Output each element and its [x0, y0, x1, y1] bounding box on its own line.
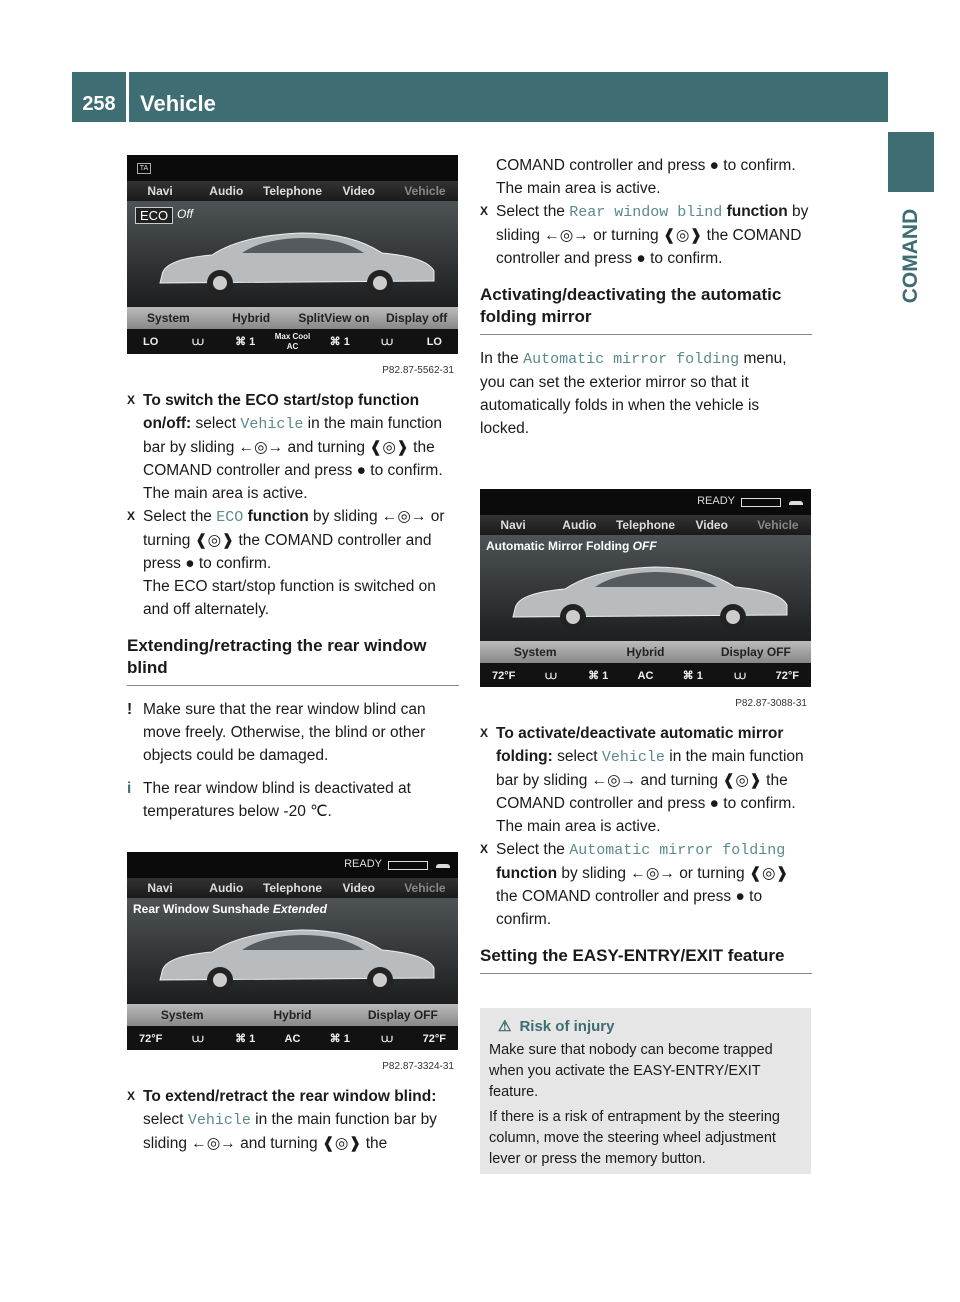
main-area: [127, 898, 458, 1004]
ta-icon: TA: [137, 163, 151, 174]
phone-icon: [789, 501, 803, 505]
page-title: Vehicle: [140, 91, 216, 116]
tab-navi[interactable]: Navi: [147, 881, 173, 895]
tab-vehicle[interactable]: Vehicle: [404, 184, 446, 198]
fan-icon: ⌘ 1: [329, 1033, 350, 1045]
tab-video[interactable]: Video: [342, 881, 375, 895]
triangle-arrow-icon: X: [127, 509, 136, 523]
menu-hybrid[interactable]: Hybrid: [232, 311, 271, 325]
section-heading: Extending/retracting the rear window blind: [127, 635, 459, 686]
temp-right: 72°F: [422, 1033, 446, 1045]
warning-body: [489, 1040, 803, 1170]
signal-icon: [741, 498, 781, 507]
airflow-icon: ⩊: [192, 336, 204, 348]
warning-paragraph: Make sure that nobody can become trapped when you activate the EASY-ENTRY/EXIT feature.: [489, 1042, 773, 1100]
left-column-bottom: [127, 1085, 459, 1155]
eco-badge[interactable]: ECO: [135, 207, 173, 224]
car-image: [152, 225, 442, 301]
tab-video[interactable]: Video: [342, 184, 375, 198]
triangle-arrow-icon: X: [127, 393, 136, 407]
airflow-icon: ⩊: [734, 670, 746, 682]
main-function-bar: [127, 181, 458, 201]
section-heading: Setting the EASY-ENTRY/EXIT feature: [480, 945, 812, 974]
step-result: The main area is active.: [496, 180, 661, 197]
ac-status: AC: [284, 1033, 301, 1045]
main-function-bar: [480, 515, 811, 535]
step-continued: COMAND controller and press ● to confirm.: [496, 157, 796, 174]
figure-code: P82.87-3324-31: [382, 1061, 454, 1072]
main-function-bar: [127, 878, 458, 898]
menu-title: Rear Window Sunshade Extended: [133, 902, 327, 916]
fan-icon: ⌘ 1: [235, 336, 256, 348]
tab-telephone[interactable]: Telephone: [262, 881, 323, 895]
warning-paragraph: If there is a risk of entrapment by the steering column, move the steering wheel adjustment lever or press the memory button.: [489, 1109, 780, 1167]
status-bar: [127, 852, 458, 878]
step: X Select the Automatic mirror folding function by sliding ←◎→ or turning ❰◎❱ the COMAND controller and press ● to confirm.: [480, 838, 812, 931]
menu-hybrid[interactable]: Hybrid: [273, 1008, 312, 1022]
ready-status: READY: [344, 858, 382, 870]
triangle-arrow-icon: X: [480, 842, 489, 856]
screenshot-eco: [127, 155, 458, 376]
fan-icon: ⌘ 1: [682, 670, 703, 682]
header-divider: [126, 72, 129, 122]
exclamation-icon: !: [127, 701, 133, 718]
right-column-bottom: [480, 722, 812, 986]
tab-vehicle[interactable]: Vehicle: [757, 518, 799, 532]
ready-status: READY: [697, 495, 735, 507]
temp-right: 72°F: [775, 670, 799, 682]
phone-icon: [436, 864, 450, 868]
signal-icon: [388, 861, 428, 870]
temp-right: LO: [426, 336, 442, 348]
screenshot-mirror: [480, 489, 811, 709]
page-number: 258: [82, 93, 116, 115]
temp-left: 72°F: [138, 1033, 163, 1045]
screenshot-rear-blind: [127, 852, 458, 1072]
tab-video[interactable]: Video: [695, 518, 728, 532]
tab-vehicle[interactable]: Vehicle: [404, 881, 446, 895]
side-section-label: COMAND: [899, 208, 922, 304]
climate-bar: [127, 1026, 458, 1052]
ac-status: Max Cool AC: [274, 332, 311, 351]
menu-system[interactable]: System: [147, 311, 190, 325]
menu-display[interactable]: Display off: [385, 311, 448, 325]
figure-code: P82.87-5562-31: [382, 365, 454, 376]
airflow-icon: ⩊: [381, 336, 393, 348]
tab-audio[interactable]: Audio: [562, 518, 597, 532]
side-tab: [888, 132, 934, 192]
car-image: [152, 922, 442, 998]
menu-system[interactable]: System: [160, 1008, 204, 1022]
warning-note: ! Make sure that the rear window blind can move freely. Otherwise, the blind or other objects could be damaged.: [127, 698, 459, 767]
eco-state: Off: [177, 207, 194, 221]
tab-audio[interactable]: Audio: [209, 184, 244, 198]
paragraph: In the Automatic mirror folding menu, you can set the exterior mirror so that it automatically folds in when the vehicle is locked.: [480, 350, 787, 437]
triangle-arrow-icon: X: [127, 1089, 136, 1103]
climate-bar: [480, 663, 811, 689]
menu-title: Automatic Mirror Folding OFF: [486, 539, 657, 553]
fan-icon: ⌘ 1: [235, 1033, 256, 1045]
tab-telephone[interactable]: Telephone: [615, 518, 676, 532]
left-column: [127, 389, 459, 823]
fan-icon: ⌘ 1: [329, 336, 350, 348]
triangle-arrow-icon: X: [480, 726, 489, 740]
temp-left: LO: [143, 336, 159, 348]
fan-icon: ⌘ 1: [588, 670, 609, 682]
tab-navi[interactable]: Navi: [147, 184, 173, 198]
main-area: [127, 201, 458, 307]
step-result: The main area is active.: [143, 485, 308, 502]
ac-status: AC: [637, 670, 654, 682]
step: X To activate/deactivate automatic mirror folding: select Vehicle in the main function bar by sliding ←◎→ and turning ❰◎❱ the COMAND controller and press ● to confirm.: [480, 722, 812, 815]
temp-left: 72°F: [491, 670, 516, 682]
section-heading: Activating/deactivating the automatic folding mirror: [480, 284, 812, 335]
menu-hybrid[interactable]: Hybrid: [626, 645, 665, 659]
submenu-bar: [480, 641, 811, 663]
status-bar: [127, 155, 458, 181]
airflow-icon: ⩊: [192, 1033, 204, 1045]
menu-system[interactable]: System: [513, 645, 557, 659]
menu-splitview[interactable]: SplitView on: [298, 311, 370, 325]
step-result: The main area is active.: [496, 818, 661, 835]
tab-audio[interactable]: Audio: [209, 881, 244, 895]
main-area: [480, 535, 811, 641]
step: X Select the ECO function by sliding ←◎→ or turning ❰◎❱ the COMAND controller and press ● to confirm.: [127, 505, 459, 575]
menu-display[interactable]: Display OFF: [367, 1008, 438, 1022]
status-bar: [480, 489, 811, 515]
step: X Select the Rear window blind function by sliding ←◎→ or turning ❰◎❱ the COMAND controller and press ● to confirm.: [480, 200, 812, 270]
airflow-icon: ⩊: [381, 1033, 393, 1045]
submenu-bar: [127, 307, 458, 329]
step: X To extend/retract the rear window blind: select Vehicle in the main function bar by sliding ←◎→ and turning ❰◎❱ the: [127, 1085, 459, 1155]
submenu-bar: [127, 1004, 458, 1026]
car-image: [505, 559, 795, 635]
right-column: [480, 154, 812, 440]
figure-code: P82.87-3088-31: [735, 698, 807, 709]
step: X To switch the ECO start/stop function on/off: select Vehicle in the main function bar by sliding ←◎→ and turning ❰◎❱ the COMAND controller and press ● to confirm.: [127, 389, 459, 482]
warning-triangle-icon: ⚠: [498, 1018, 512, 1035]
tab-navi[interactable]: Navi: [500, 518, 526, 532]
climate-bar: [127, 329, 458, 355]
info-icon: i: [127, 780, 132, 797]
warning-title: ⚠ Risk of injury: [498, 1018, 615, 1035]
menu-display[interactable]: Display OFF: [720, 645, 791, 659]
airflow-icon: ⩊: [545, 670, 557, 682]
page-header: [72, 72, 888, 122]
info-note: i The rear window blind is deactivated at temperatures below -20 ℃.: [127, 777, 459, 823]
step-result: The ECO start/stop function is switched on and off alternately.: [143, 578, 436, 618]
triangle-arrow-icon: X: [480, 204, 489, 218]
warning-box: [480, 1008, 811, 1174]
tab-telephone[interactable]: Telephone: [262, 184, 323, 198]
